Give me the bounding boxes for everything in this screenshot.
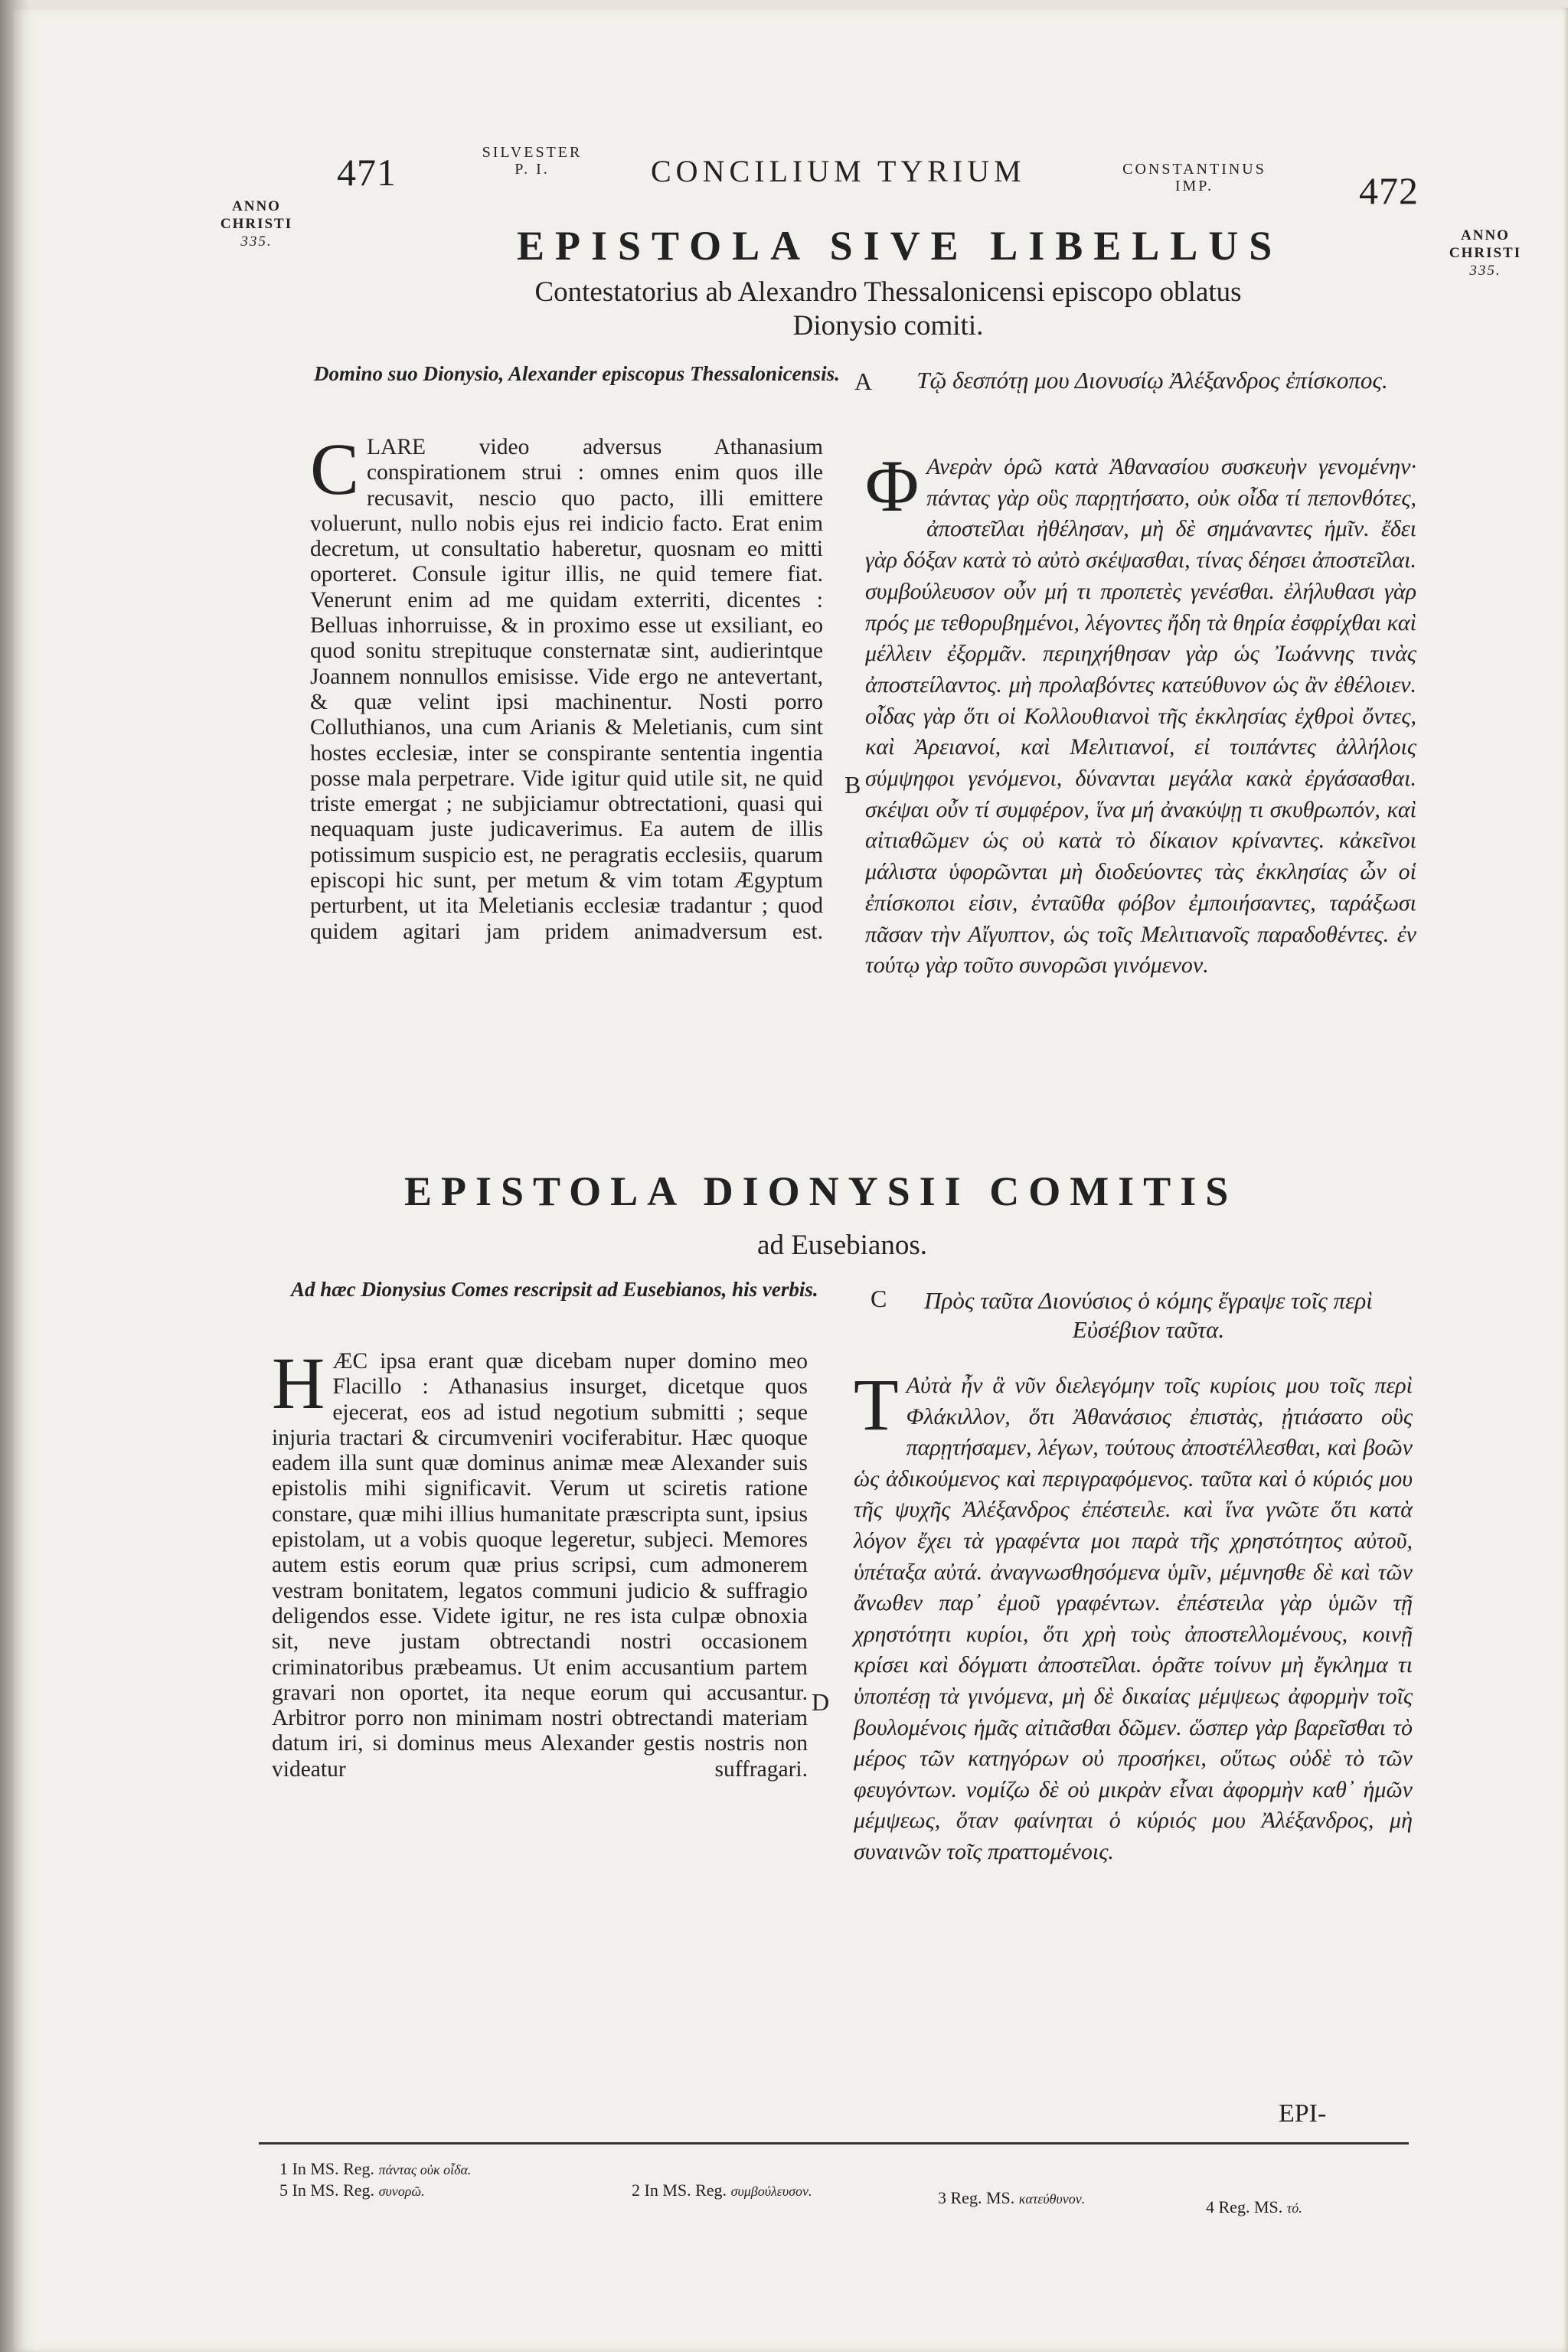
section1-subtitle-line2: Dionysio comiti. [792, 310, 984, 341]
footnote-rule [259, 2142, 1409, 2145]
section2-latin-text [272, 1342, 808, 1782]
catchword: EPI- [1279, 2099, 1327, 2128]
section2-title: EPISTOLA DIONYSII COMITIS [404, 1168, 1238, 1214]
running-head-right [1095, 161, 1294, 194]
anno-right-line2: CHRISTI [1449, 245, 1522, 261]
footnote-1-label: 1 In MS. Reg. [279, 2159, 375, 2178]
page-number-right: 472 [1359, 169, 1419, 212]
footnote-4 [1206, 2197, 1302, 2217]
running-head-title: CONCILIUM TYRIUM [651, 154, 1026, 188]
section2-subtitle: ad Eusebianos. [757, 1230, 927, 1261]
page-number-left: 471 [337, 151, 397, 194]
section1-subtitle [429, 276, 1348, 343]
section2-latin-dropcap: H [272, 1342, 325, 1424]
footnote-4-label: 4 Reg. MS. [1206, 2197, 1283, 2216]
footnote-3-greek: κατεύθυνον. [1018, 2191, 1086, 2207]
margin-letter-b: B [844, 771, 861, 799]
footnote-5-label: 5 In MS. Reg. [279, 2180, 375, 2200]
footnote-2-label: 2 In MS. Reg. [632, 2180, 727, 2200]
section1-latin-text [310, 428, 823, 945]
footnote-3-label: 3 Reg. MS. [938, 2188, 1015, 2207]
footnote-5 [279, 2180, 425, 2200]
section1-title: EPISTOLA SIVE LIBELLUS [517, 223, 1283, 269]
footnote-1 [279, 2159, 471, 2179]
section2-latin-body: ÆC ipsa erant quæ dicebam nuper domino meo Flacillo : Athanasius insurget, dicetque quos ejecerat, eos ad istud negotium submitti ; seque injuria tractari & circumveniri vociferabitur. Hæc quoque eadem illa sunt quæ dominus animæ meæ Alexander suis epistolis mihi significavit. Verum ut sciretis ratione constare, quæ mihi illius humanitate præscripta sunt, ipsius epistolam, ut a vobis quoque legeretur, subjeci. Memores autem estis eorum quæ prius scripsi, cum admonerem vestram bonitatem, legatos communi judicio & suffragio deligendos esse. Videte igitur, ne res ista culpæ obnoxia sit, neve justam obtrectandi nostri occasionem criminatoribus præbeamus. Ut enim accusantium partem gravari non oportet, ita neque eorum qui accusantur. Arbitror porro non minimam nostri obtrectandi materiam datum iri, si dominus meus Alexander gestis nostris non videatur suffragari. [272, 1349, 808, 1782]
footnote-2 [632, 2180, 812, 2200]
anno-right-line1: ANNO [1461, 227, 1510, 243]
section1-latin-dropcap: C [310, 428, 360, 510]
running-head-left-line2: P. I. [514, 161, 550, 178]
section2-greek-dropcap: Τ [854, 1364, 899, 1446]
anno-left-line2: CHRISTI [220, 216, 293, 232]
section2-greek-body: Αὐτὰ ἦν ἃ νῦν διελεγόμην τοῖς κυρίοις μου τοῖς περὶ Φλάκιλλον, ὅτι Ἀθανάσιος ἐπιστὰς, ᾐτιάσατο οὓς παρῃτήσαμεν, λέγων, τούτους ἀποστέλλεσθαι, καὶ βοῶν ὡς ἀδικούμενος καὶ περιγραφόμενος. ταῦτα καὶ ὁ κύριός μου τῆς ψυχῆς Ἀλέξανδρος ἐπέστειλε. καὶ ἵνα γνῶτε ὅτι κατὰ λόγον ἔχει τὰ γραφέντα μοι παρὰ τῆς χρηστότητος αὐτοῦ, ὑπέταξα αὐτά. ἀναγνωσθησόμενα ὑμῖν, μέμνησθε δὲ καὶ τῶν ἄνωθεν παρ᾽ ἐμοῦ γραφέντων. ἐπέστειλα γὰρ ὑμῶν τῇ χρηστότητι κυρίοι, ὅτι χρὴ τοὺς ἀποστελλομένους, κοινῇ κρίσει καὶ δόγματι ἀποστεῖλαι. ὁρᾶτε τοίνυν μὴ ἔγκλημα τι ὑποπέσῃ τὰ γινόμενα, μὴ δὲ δικαίας μέμψεως ἀφορμὴν τοῖς βουλομένοις ἡμᾶς αἰτιᾶσθαι δῶμεν. ὥσπερ γὰρ βαρεῖσθαι τὸ μέρος τῶν κατηγόρων οὐ προσήκει, οὕτως οὐδὲ τὸ τῶν φευγόντων. νομίζω δὲ οὐ μικρὰν εἶναι ἀφορμὴν καθ᾽ ἡμῶν μέμψεως, ὅταν φαίνηται ὁ κύριός μου Ἀλέξανδρος, μὴ συναινῶν τοῖς πραττομένοις. [854, 1373, 1413, 1864]
footnote-5-greek: συνορῶ. [378, 2184, 425, 2199]
footnote-4-greek: τό. [1286, 2200, 1302, 2216]
section1-greek-text [865, 445, 1416, 982]
section1-subtitle-line1: Contestatorius ab Alexandro Thessalonicensi episcopo oblatus [534, 276, 1242, 308]
footnote-3 [938, 2188, 1085, 2208]
section2-greek-text [854, 1364, 1413, 1868]
anno-christi-right [1439, 227, 1531, 279]
anno-left-line1: ANNO [232, 198, 281, 214]
section1-greek-dropcap: Φ [865, 445, 920, 527]
anno-christi-left [214, 198, 299, 250]
section2-latin-heading: Ad hæc Dionysius Comes rescripsit ad Eusebianos, his verbis. [291, 1278, 818, 1301]
footnote-1-greek: πάντας οὐκ οἶδα. [378, 2162, 472, 2177]
footnote-2-greek: συμβούλευσον. [730, 2184, 812, 2199]
running-head-right-line2: IMP. [1174, 178, 1214, 194]
anno-right-year: 335. [1469, 263, 1501, 279]
anno-left-year: 335. [240, 234, 273, 250]
margin-letter-a: A [854, 368, 873, 395]
running-head-left-line1: SILVESTER [482, 144, 583, 161]
section1-latin-body: LARE video adversus Athanasium conspirationem strui : omnes enim quos ille recusavit, nescio quo pacto, illi emittere voluerunt, nullo nobis ejus rei indicio facto. Erat enim decretum, ut consultatio haberetur, quosnam eo mitti oporteret. Consule igitur illis, ne quid temere fiat. Venerunt enim ad me quidam exterriti, dicentes : Belluas inhorruisse, & in proximo esse ut exsiliant, eo quod sonitu strepituque consternatæ sint, audierintque Joannem nonnullos emisisse. Vide ergo ne antevertant, & quæ velint ipsi machinentur. Nosti porro Colluthianos, una cum Arianis & Meletianis, cum sint hostes ecclesiæ, inter se conspirante sententia ingentia posse mala perpetrare. Vide igitur quid utile sit, ne quid triste emergat ; ne subjiciamur obtrectationi, quasi qui nequaquam juste judicaverimus. Ea autem de illis potissimum suspicio est, ne peragratis ecclesiis, quarum episcopi hic sunt, per metum & vim totam Ægyptum perturbent, ut ita Meletianis ecclesiæ tradantur ; quod quidem agitari jam pridem animadversum est. [310, 435, 823, 944]
running-head-right-line1: CONSTANTINUS [1122, 161, 1266, 178]
section1-greek-body: Ανερὰν ὁρῶ κατὰ Ἀθανασίου συσκευὴν γενομένην· πάντας γὰρ οὓς παρῃτήσατο, οὐκ οἶδα τί πεπονθότες, ἀποστεῖλαι ἠθέλησαν, μὴ δὲ σημάναντες ἡμῖν. ἔδει γὰρ δόξαν κατὰ τὸ αὐτὸ σκέψασθαι, τίνας δέησει ἀποστεῖλαι. συμβούλευσον οὖν μή τι προπετὲς γενέσθαι. ἐλήλυθασι γὰρ πρός με τεθορυβημένοι, λέγοντες ἤδη τὰ θηρία ἐσφρίχθαι καὶ μέλλειν ἐξορμᾶν. περιηχήθησαν γὰρ ὡς Ἰωάννης τινὰς ἀποστείλαντος. μὴ προλαβόντες κατεύθυνον ὡς ἂν ἐθέλοιεν. οἶδας γὰρ ὅτι οἱ Κολλουθιανοὶ τῆς ἐκκλησίας ἐχθροὶ ὄντες, καὶ Ἀρειανοί, καὶ Μελιτιανοί, εἰ τοιπάντες ἀλλήλοις σύμψηφοι γενόμενοι, δύνανται μεγάλα κακὰ ἐργάσασθαι. σκέψαι οὖν τί συμφέρον, ἵνα μή ἀνακύψῃ τι σκυθρωπόν, καὶ αἰτιαθῶμεν ὡς οὐ κατὰ τὸ δίκαιον κρίναντες. κἀκεῖνοι μάλιστα ὑφορῶνται μὴ διοδεύοντες τὰς ἐκκλησίας ὧν οἱ ἐπίσκοποι εἰσιν, ἐνταῦθα φόβον ἐμποιήσαντες, ταράξωσι πᾶσαν τὴν Αἴγυπτον, ὡς τοῖς Μελιτιανοῖς παραδοθέντες. ἐν τούτῳ γὰρ τοῦτο συνορῶσι γινόμενον. [865, 454, 1416, 978]
section1-greek-heading: Τῷ δεσπότῃ μου Διονυσίῳ Ἀλέξανδρος ἐπίσκοπος. [916, 367, 1388, 394]
section1-latin-heading: Domino suo Dionysio, Alexander episcopus Thessalonicensis. [314, 362, 840, 385]
running-head-left [467, 144, 597, 178]
margin-letter-c: C [871, 1285, 887, 1312]
margin-letter-d: D [812, 1688, 830, 1716]
section2-greek-heading: Πρὸς ταῦτα Διονύσιος ὁ κόμης ἔγραψε τοῖς περὶ Εὐσέβιον ταῦτα. [924, 1287, 1373, 1343]
